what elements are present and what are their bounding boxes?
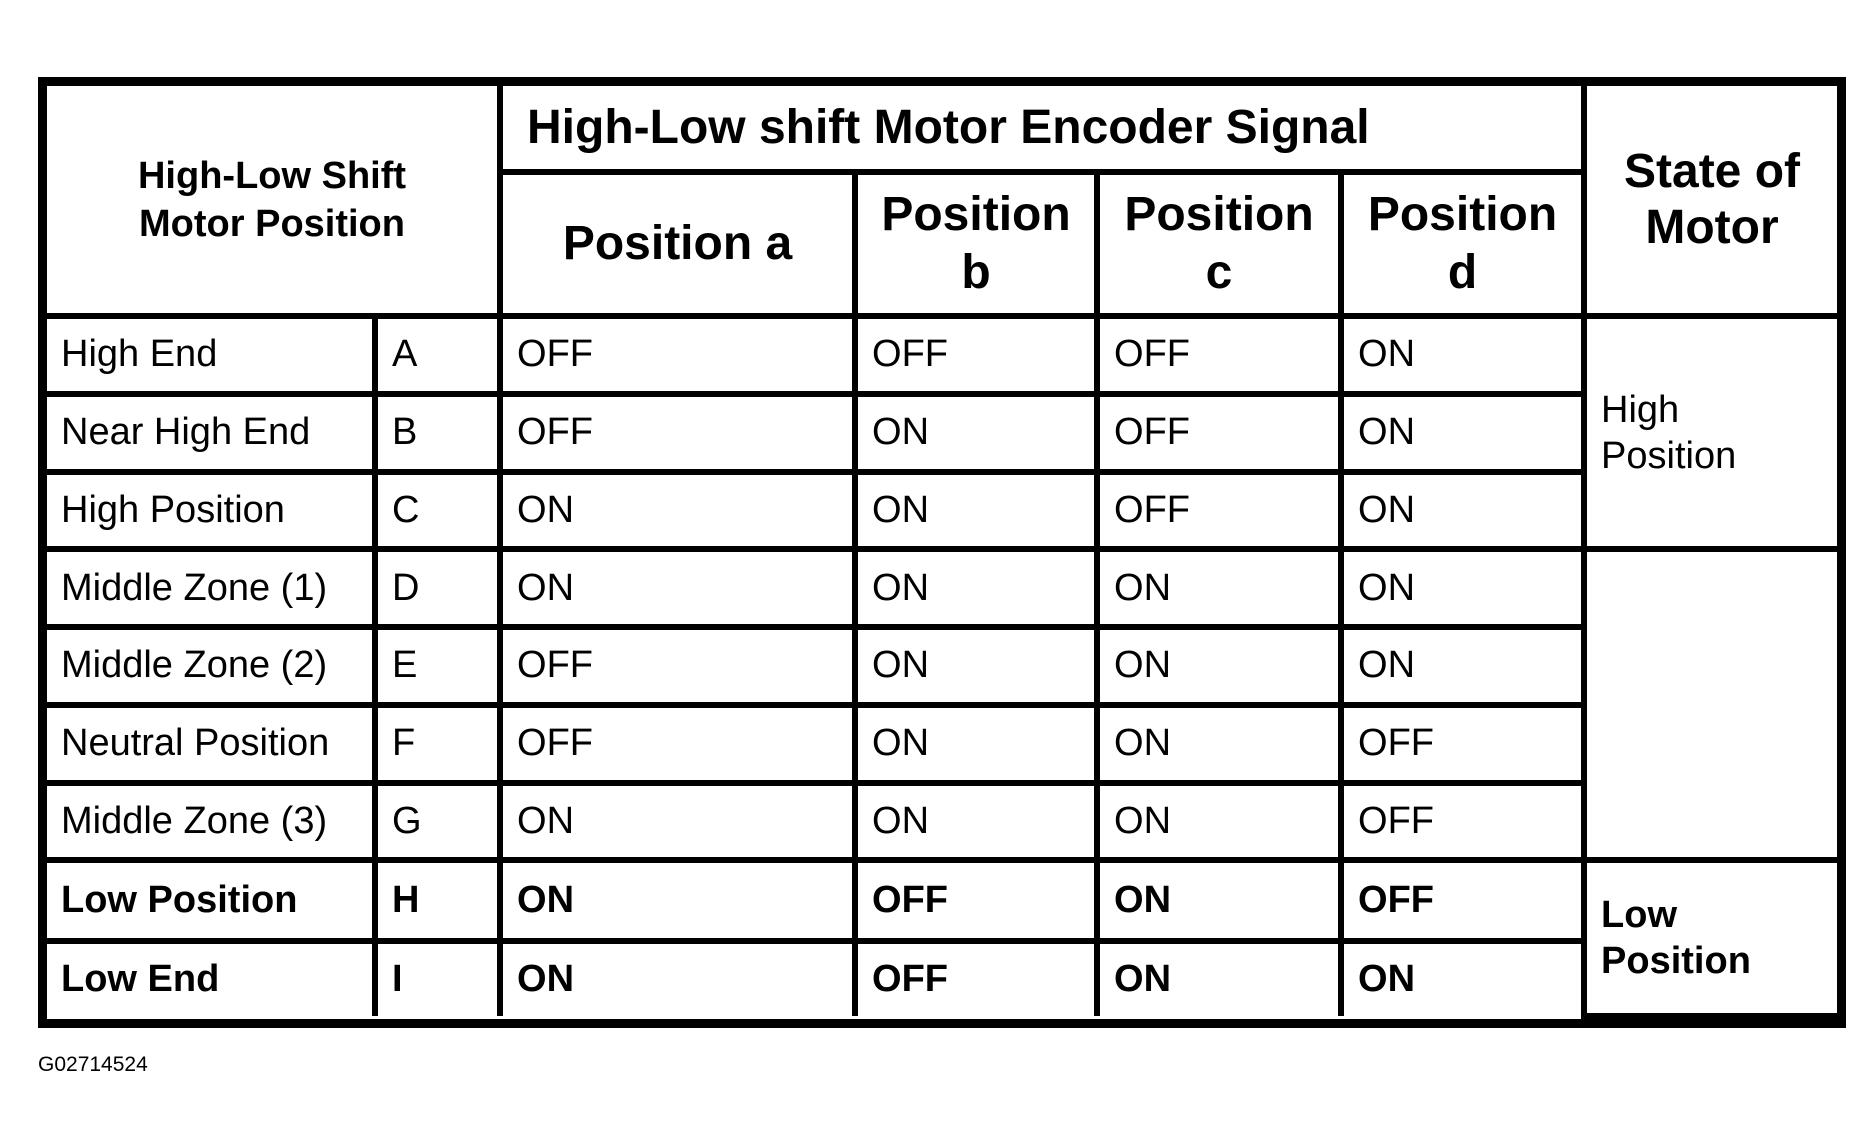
position-c-header-line1: Position: [1124, 188, 1314, 241]
cell-c: ON: [1097, 941, 1341, 1016]
position-b-header-line1: Position: [881, 188, 1071, 241]
cell-d: OFF: [1341, 705, 1584, 783]
row-name: Near High End: [47, 394, 375, 472]
table-row: [47, 316, 1837, 394]
motor-position-header: [47, 86, 500, 316]
row-name: Low End: [47, 941, 375, 1016]
cell-b: ON: [855, 394, 1097, 472]
position-d-header-line1: Position: [1367, 188, 1558, 241]
cell-d: ON: [1341, 549, 1584, 627]
cell-a: ON: [500, 549, 855, 627]
state-header-line1: State of: [1624, 144, 1801, 198]
cell-d: OFF: [1341, 783, 1584, 861]
row-name: High End: [47, 316, 375, 394]
table-row: [47, 783, 1837, 861]
row-code: A: [375, 316, 500, 394]
state-low-line1: Low: [1601, 894, 1677, 937]
cell-d: ON: [1341, 941, 1584, 1016]
cell-a: ON: [500, 860, 855, 940]
position-c-header-line2: c: [1205, 246, 1233, 299]
row-name: Middle Zone (2): [47, 627, 375, 705]
motor-position-header-line2: Motor Position: [139, 202, 405, 245]
row-code: F: [375, 705, 500, 783]
position-d-header-line2: d: [1447, 246, 1478, 299]
state-middle-blank: [1584, 549, 1837, 860]
row-name: Middle Zone (1): [47, 549, 375, 627]
state-high-line1: High: [1601, 388, 1680, 431]
cell-a: OFF: [500, 627, 855, 705]
position-c-header: [1097, 172, 1341, 316]
cell-b: ON: [855, 783, 1097, 861]
encoder-signal-table: [38, 77, 1846, 1028]
row-code: C: [375, 472, 500, 550]
cell-d: ON: [1341, 627, 1584, 705]
cell-c: OFF: [1097, 394, 1341, 472]
cell-a: OFF: [500, 316, 855, 394]
state-of-motor-header: [1584, 86, 1837, 316]
table-row: [47, 705, 1837, 783]
table-row: [47, 860, 1837, 940]
state-header-line2: Motor: [1645, 200, 1779, 254]
row-name: High Position: [47, 472, 375, 550]
position-d-header: [1341, 172, 1584, 316]
state-low-position: [1584, 860, 1837, 1016]
cell-b: OFF: [855, 316, 1097, 394]
cell-c: OFF: [1097, 316, 1341, 394]
cell-c: OFF: [1097, 472, 1341, 550]
row-name: Neutral Position: [47, 705, 375, 783]
row-code: D: [375, 549, 500, 627]
cell-b: ON: [855, 549, 1097, 627]
cell-d: OFF: [1341, 860, 1584, 940]
row-code: B: [375, 394, 500, 472]
table-row: [47, 627, 1837, 705]
position-b-header: [855, 172, 1097, 316]
cell-b: ON: [855, 472, 1097, 550]
cell-b: ON: [855, 705, 1097, 783]
table-row: [47, 472, 1837, 550]
cell-c: ON: [1097, 705, 1341, 783]
encoder-table: [47, 86, 1837, 1019]
cell-a: ON: [500, 472, 855, 550]
state-low-line2: Position: [1601, 940, 1751, 983]
cell-d: ON: [1341, 472, 1584, 550]
row-name: Middle Zone (3): [47, 783, 375, 861]
cell-b: ON: [855, 627, 1097, 705]
state-high-position: [1584, 316, 1837, 549]
cell-a: OFF: [500, 394, 855, 472]
cell-c: ON: [1097, 783, 1341, 861]
position-b-header-line2: b: [961, 246, 991, 299]
table-row: [47, 941, 1837, 1016]
cell-d: ON: [1341, 394, 1584, 472]
cell-c: ON: [1097, 549, 1341, 627]
cell-a: ON: [500, 783, 855, 861]
row-code: G: [375, 783, 500, 861]
row-code: H: [375, 860, 500, 940]
cell-d: ON: [1341, 316, 1584, 394]
row-code: E: [375, 627, 500, 705]
cell-b: OFF: [855, 941, 1097, 1016]
row-code: I: [375, 941, 500, 1016]
cell-b: OFF: [855, 860, 1097, 940]
table-row: [47, 549, 1837, 627]
figure-id: G02714524: [38, 1053, 148, 1076]
cell-a: OFF: [500, 705, 855, 783]
cell-c: ON: [1097, 627, 1341, 705]
position-a-header: Position a: [500, 172, 855, 316]
motor-position-header-line1: High-Low Shift: [137, 154, 407, 197]
encoder-signal-header: High-Low shift Motor Encoder Signal: [500, 86, 1584, 172]
cell-c: ON: [1097, 860, 1341, 940]
state-high-line2: Position: [1601, 434, 1737, 477]
cell-a: ON: [500, 941, 855, 1016]
table-row: [47, 394, 1837, 472]
row-name: Low Position: [47, 860, 375, 940]
